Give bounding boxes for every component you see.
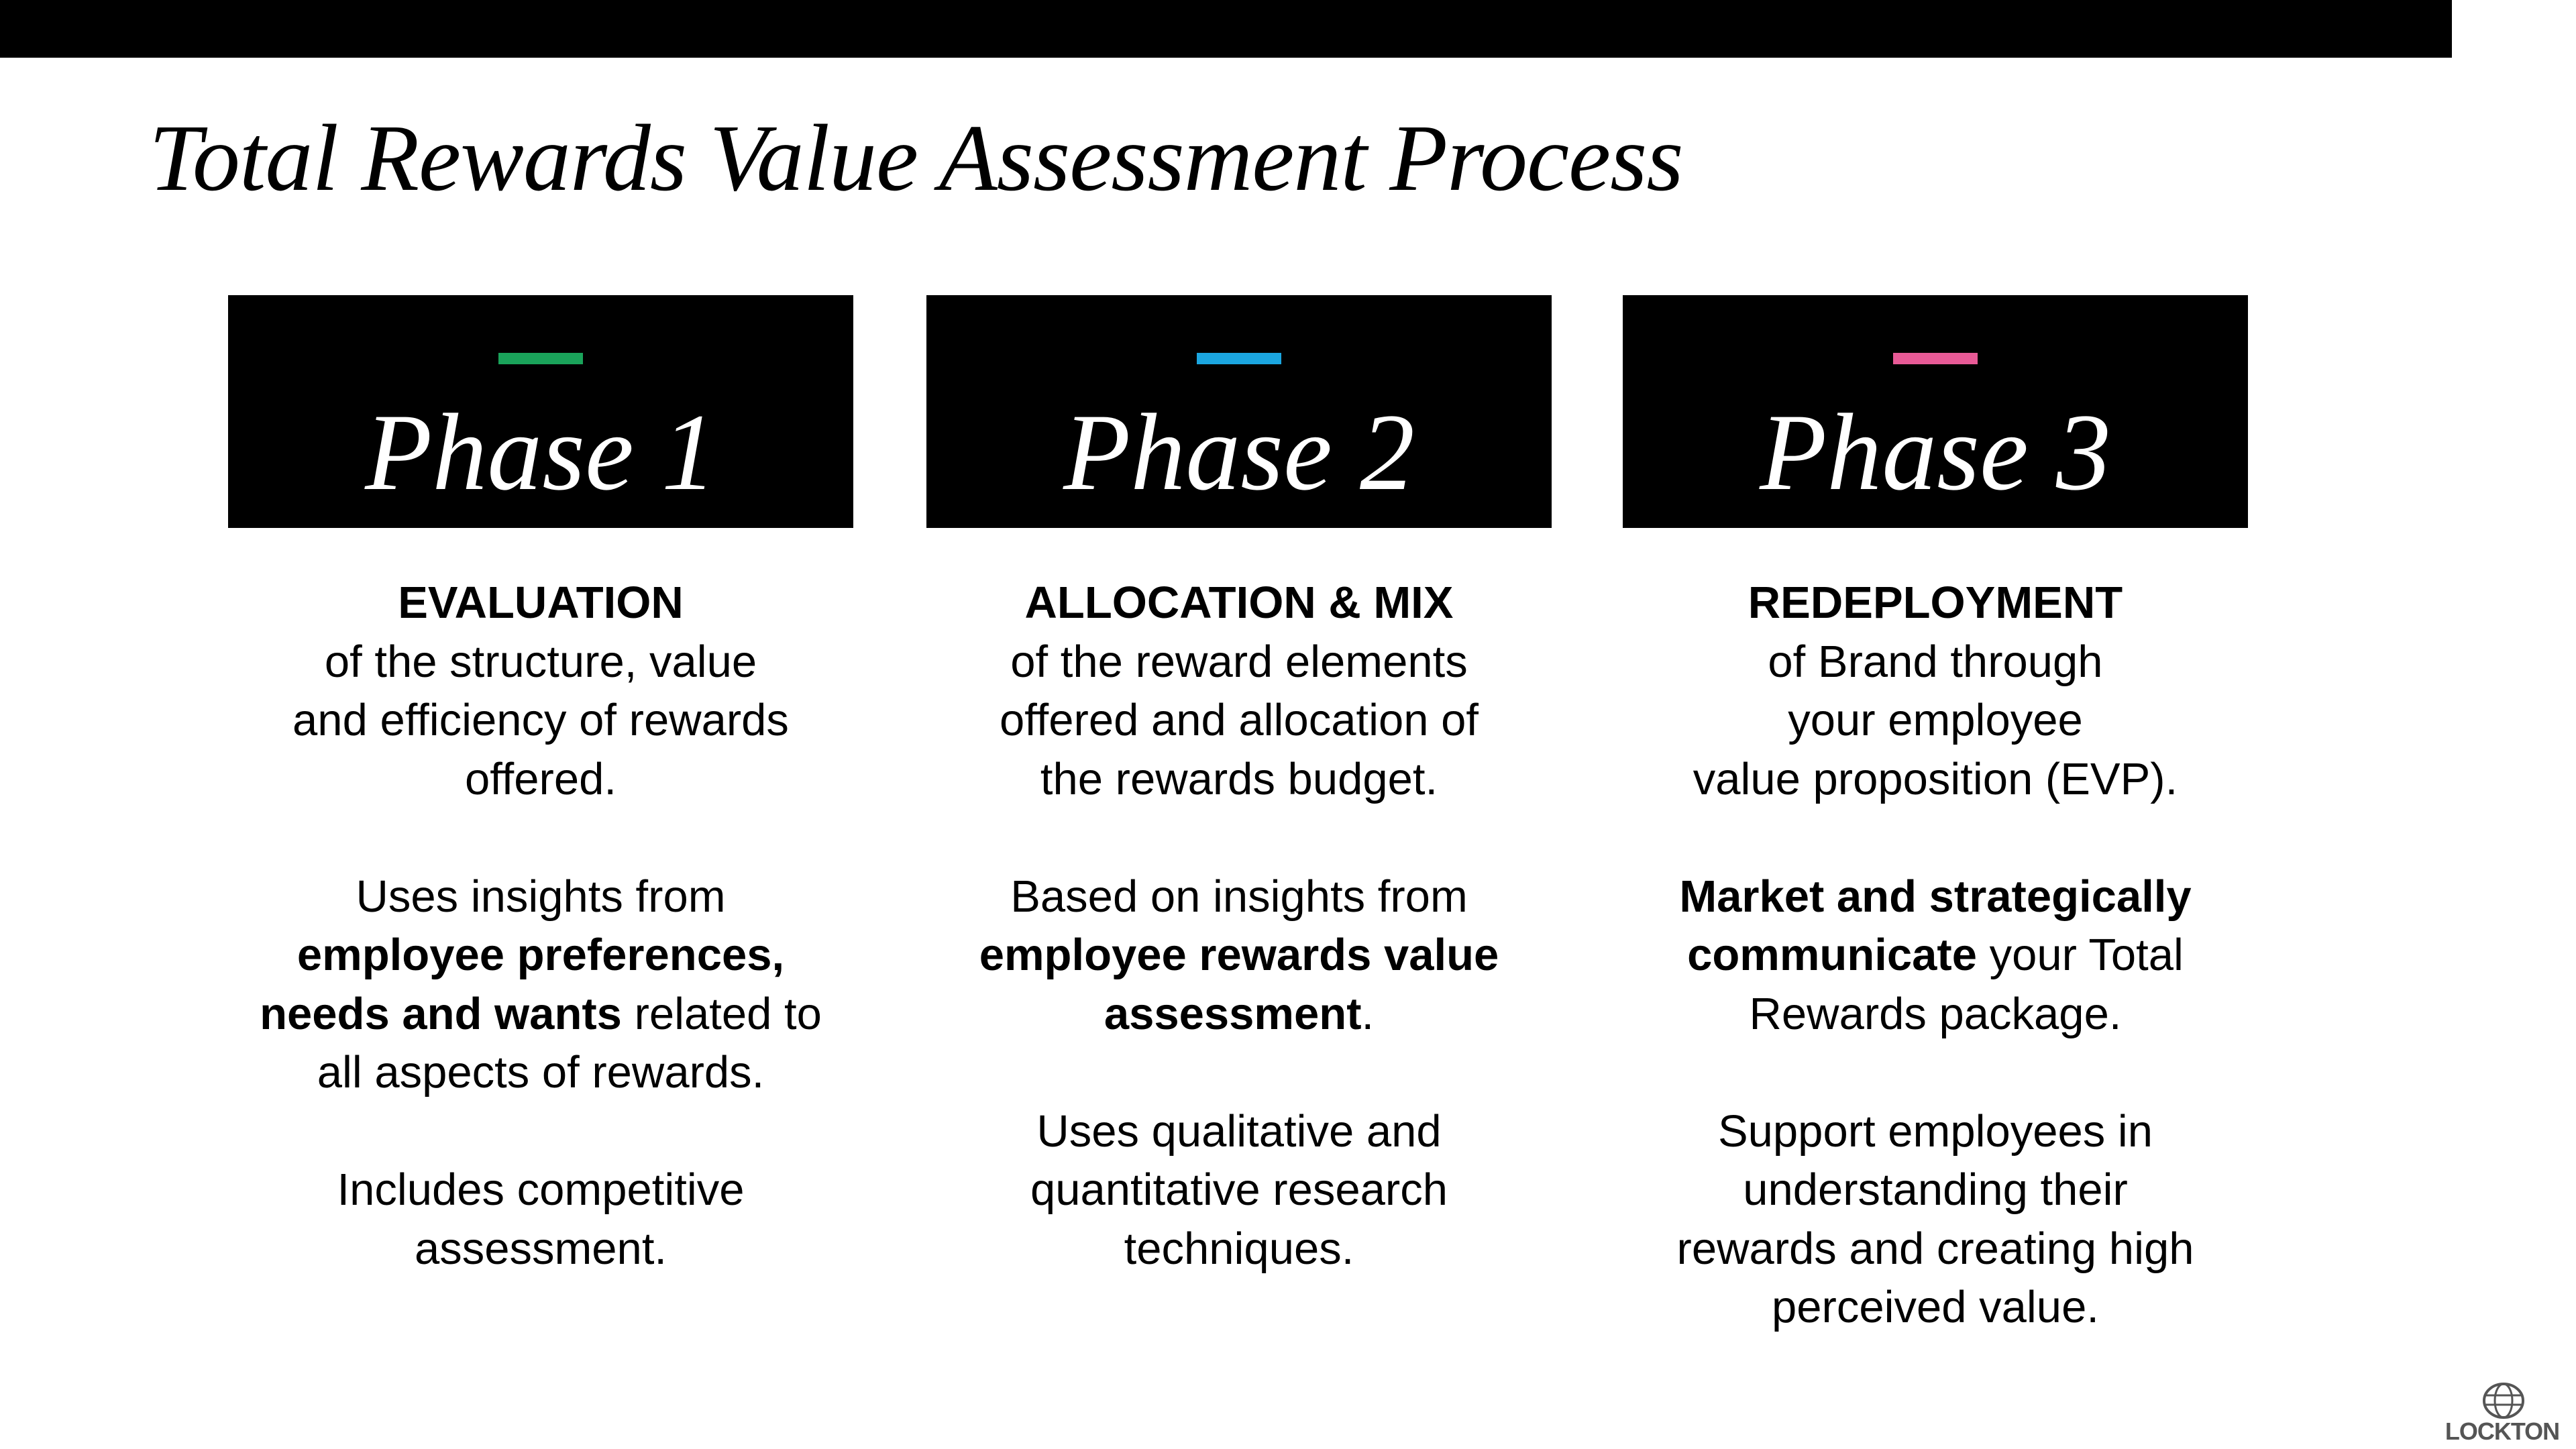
phase-3-description bbox=[1600, 574, 2271, 1337]
phase-3-accent bbox=[1893, 353, 1978, 364]
phase-3-market-text: your Total bbox=[1977, 930, 2184, 980]
phase-3-desc-line: your employee bbox=[1788, 695, 2083, 745]
phase-1-desc-line: and efficiency of rewards bbox=[292, 695, 789, 745]
phase-2-insights-bold: employee rewards value bbox=[979, 930, 1499, 980]
phase-1-note-line: assessment. bbox=[414, 1223, 667, 1274]
phase-3-heading: REDEPLOYMENT bbox=[1748, 578, 2123, 628]
phase-2-heading: ALLOCATION & MIX bbox=[1024, 578, 1454, 628]
phase-2-note-line: quantitative research bbox=[1030, 1165, 1448, 1215]
phase-3-note-line: Support employees in bbox=[1717, 1106, 2153, 1157]
phase-3-market-line: Rewards package. bbox=[1749, 988, 2122, 1039]
phase-1-card bbox=[228, 295, 853, 528]
phase-3-market-line bbox=[1600, 867, 2271, 926]
phase-2-label: Phase 2 bbox=[1063, 392, 1415, 513]
phase-1-label: Phase 1 bbox=[365, 392, 716, 513]
phase-2-insights-line bbox=[904, 926, 1574, 985]
phase-1-insights-line bbox=[205, 926, 876, 985]
phase-2-accent bbox=[1197, 353, 1281, 364]
phase-2-desc-line: offered and allocation of bbox=[1000, 695, 1479, 745]
phase-3-market-line bbox=[1600, 926, 2271, 985]
phase-1-insights-text: related to bbox=[621, 988, 822, 1039]
page-title: Total Rewards Value Assessment Process bbox=[149, 105, 1683, 211]
lockton-logo bbox=[2435, 1382, 2569, 1445]
phase-3-market-bold: Market and strategically bbox=[1679, 871, 2192, 922]
phase-2-description bbox=[904, 574, 1574, 1278]
phase-1-insights-bold: employee preferences, bbox=[297, 930, 785, 980]
phase-2-insights-line bbox=[904, 985, 1574, 1044]
phase-2-insights-line: Based on insights from bbox=[1010, 871, 1468, 922]
logo-text: LOCKTON bbox=[2445, 1417, 2560, 1445]
phase-3-note-line: understanding their bbox=[1743, 1165, 2128, 1215]
globe-icon bbox=[2482, 1382, 2525, 1419]
phase-1-heading: EVALUATION bbox=[398, 578, 684, 628]
phase-1-insights-line: all aspects of rewards. bbox=[317, 1047, 765, 1097]
phase-1-desc-line: offered. bbox=[465, 753, 616, 804]
phase-1-desc-line: of the structure, value bbox=[324, 636, 757, 687]
phase-3-note-line: perceived value. bbox=[1772, 1282, 2099, 1332]
phase-1-description bbox=[205, 574, 876, 1278]
phase-3-desc-line: value proposition (EVP). bbox=[1693, 753, 2178, 804]
phase-2-card bbox=[926, 295, 1552, 528]
phase-3-market-bold: communicate bbox=[1687, 930, 1977, 980]
phase-2-note-line: techniques. bbox=[1124, 1223, 1354, 1274]
phase-1-insights-line bbox=[205, 985, 876, 1044]
phase-1-insights-line: Uses insights from bbox=[356, 871, 726, 922]
phase-1-accent bbox=[498, 353, 583, 364]
phase-2-desc-line: the rewards budget. bbox=[1040, 753, 1438, 804]
phase-2-insights-bold: assessment bbox=[1104, 988, 1362, 1039]
phase-3-note-line: rewards and creating high bbox=[1676, 1223, 2194, 1274]
phase-3-card bbox=[1623, 295, 2248, 528]
phase-2-note-line: Uses qualitative and bbox=[1036, 1106, 1442, 1157]
phase-3-label: Phase 3 bbox=[1760, 392, 2111, 513]
phase-1-note-line: Includes competitive bbox=[337, 1165, 745, 1215]
phase-1-insights-bold: needs and wants bbox=[260, 988, 622, 1039]
phase-3-desc-line: of Brand through bbox=[1768, 636, 2103, 687]
top-bar bbox=[0, 0, 2452, 58]
phase-2-insights-text: . bbox=[1361, 988, 1375, 1039]
phase-2-desc-line: of the reward elements bbox=[1010, 636, 1468, 687]
